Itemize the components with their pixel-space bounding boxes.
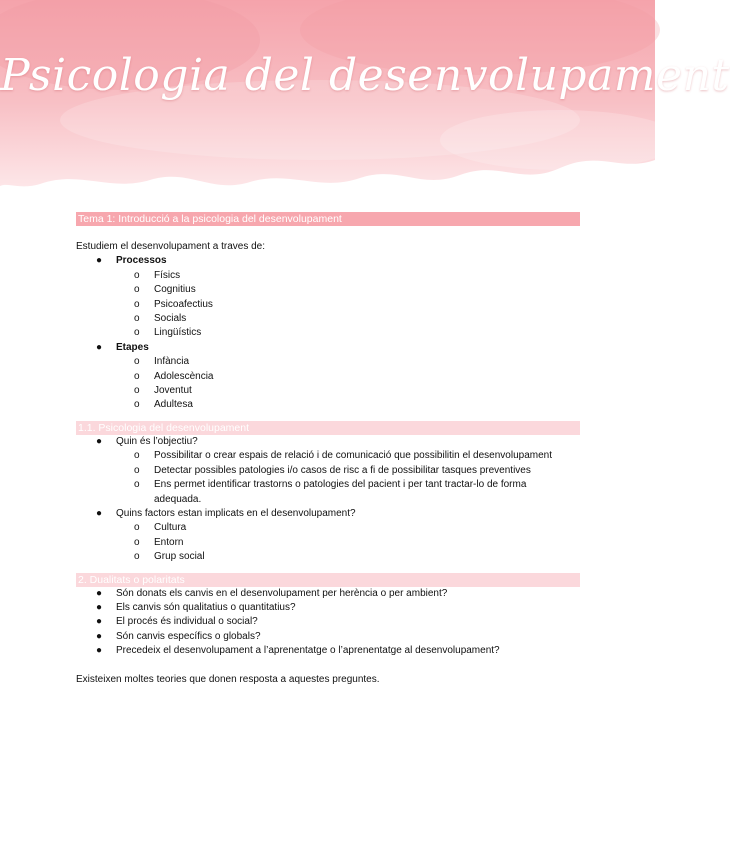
list-item: o Grup social (76, 550, 580, 564)
list-item: ● Precedeix el desenvolupament a l’aprenentatge o l’aprenentatge al desenvolupament? (76, 644, 580, 658)
intro-text: Estudiem el desenvolupament a traves de: (76, 241, 265, 252)
list-item: o Adolescència (76, 370, 580, 384)
processes-list (76, 254, 580, 412)
circle-bullet-icon: o (134, 356, 140, 368)
bullet-icon: ● (96, 341, 103, 353)
circle-bullet-icon: o (134, 385, 140, 397)
header-banner (0, 0, 730, 200)
section-heading-tema1: Tema 1: Introducció a la psicologia del desenvolupament (76, 212, 580, 226)
list-item: o Psicoafectius (76, 298, 580, 312)
circle-bullet-icon: o (134, 370, 140, 382)
circle-bullet-icon: o (134, 327, 140, 339)
circle-bullet-icon: o (134, 399, 140, 411)
list-item: o Entorn (76, 536, 580, 550)
bullet-icon: ● (96, 616, 103, 628)
list-item (76, 341, 580, 355)
document-body (76, 212, 580, 687)
list-item: o Possibilitar o crear espais de relació i de comunicació que possibilitin el desenvolupament (76, 449, 580, 463)
list-item: o Ens permet identificar trastorns o patologies del pacient i per tant tractar-lo de forma (76, 478, 580, 492)
list-item: ● Són donats els canvis en el desenvolupament per herència o per ambient? (76, 587, 580, 601)
bullet-icon: ● (96, 645, 103, 657)
list-item: o Físics (76, 269, 580, 283)
circle-bullet-icon: o (134, 464, 140, 476)
bullet-icon: ● (96, 507, 103, 519)
section-heading-2: 2. Dualitats o polaritats (76, 573, 580, 587)
list-item: o Socials (76, 312, 580, 326)
processos-label: Processos (116, 255, 167, 267)
etapes-label: Etapes (116, 341, 149, 353)
circle-bullet-icon: o (134, 536, 140, 548)
circle-bullet-icon: o (134, 313, 140, 325)
section-heading-1-1: 1.1. Psicologia del desenvolupament (76, 421, 580, 435)
page-title: Psicologia del desenvolupament (0, 50, 730, 101)
list-item: ● Quins factors estan implicats en el desenvolupament? (76, 507, 580, 521)
list-item: o Lingüístics (76, 326, 580, 340)
list-item: o Adultesa (76, 398, 580, 412)
dualities-list (76, 587, 580, 659)
bullet-icon: ● (96, 587, 103, 599)
list-item (76, 254, 580, 268)
list-item: o Cultura (76, 521, 580, 535)
list-item: o Joventut (76, 384, 580, 398)
list-item: ● Quin és l’objectiu? (76, 435, 580, 449)
list-item: o Infància (76, 355, 580, 369)
circle-bullet-icon: o (134, 269, 140, 281)
circle-bullet-icon: o (134, 298, 140, 310)
circle-bullet-icon: o (134, 450, 140, 462)
bullet-icon: ● (96, 255, 103, 267)
bullet-icon: ● (96, 630, 103, 642)
list-item: o Detectar possibles patologies i/o casos de risc a fi de possibilitar tasques preventives (76, 464, 580, 478)
list-item: o Cognitius (76, 283, 580, 297)
list-item: ● Són canvis específics o globals? (76, 630, 580, 644)
closing-text: Existeixen moltes teories que donen resposta a aquestes preguntes. (76, 673, 380, 685)
circle-bullet-icon: o (134, 479, 140, 491)
list-item-continuation: adequada. (154, 493, 202, 505)
list-item: ● Els canvis són qualitatius o quantitatius? (76, 601, 580, 615)
circle-bullet-icon: o (134, 522, 140, 534)
circle-bullet-icon: o (134, 551, 140, 563)
bullet-icon: ● (96, 435, 103, 447)
list-item: ● El procés és individual o social? (76, 615, 580, 629)
bullet-icon: ● (96, 601, 103, 613)
circle-bullet-icon: o (134, 284, 140, 296)
objectives-list (76, 435, 580, 565)
